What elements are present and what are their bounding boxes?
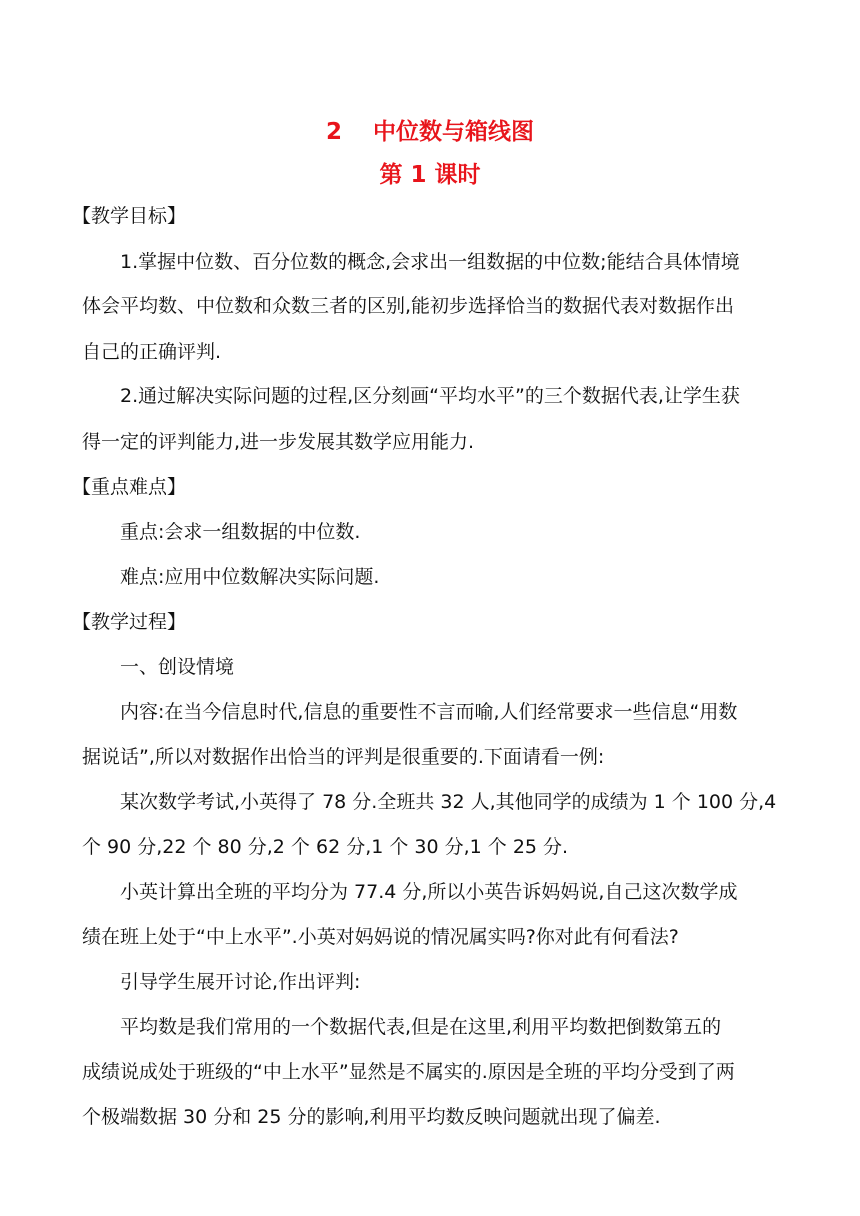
paragraph-line: 2.通过解决实际问题的过程,区分刻画“平均水平”的三个数据代表,让学生获 <box>120 385 740 407</box>
paragraph-line: 成绩说成处于班级的“中上水平”显然是不属实的.原因是全班的平均分受到了两 <box>82 1061 735 1083</box>
paragraph-line: 绩在班上处于“中上水平”.小英对妈妈说的情况属实吗?你对此有何看法? <box>82 926 679 948</box>
section-heading-process: 【教学过程】 <box>72 611 187 633</box>
paragraph-line: 个极端数据 30 分和 25 分的影响,利用平均数反映问题就出现了偏差. <box>82 1106 661 1128</box>
paragraph-line: 重点:会求一组数据的中位数. <box>120 521 361 543</box>
paragraph-line: 小英计算出全班的平均分为 77.4 分,所以小英告诉妈妈说,自己这次数学成 <box>120 881 738 903</box>
paragraph-line: 平均数是我们常用的一个数据代表,但是在这里,利用平均数把倒数第五的 <box>120 1016 722 1038</box>
paragraph-line: 引导学生展开讨论,作出评判: <box>120 971 361 993</box>
paragraph-line: 据说话”,所以对数据作出恰当的评判是很重要的.下面请看一例: <box>82 746 605 768</box>
paragraph-line: 得一定的评判能力,进一步发展其数学应用能力. <box>82 431 475 453</box>
paragraph-line: 内容:在当今信息时代,信息的重要性不言而喻,人们经常要求一些信息“用数 <box>120 701 738 723</box>
section-heading-goals: 【教学目标】 <box>72 205 187 227</box>
paragraph-line: 某次数学考试,小英得了 78 分.全班共 32 人,其他同学的成绩为 1 个 100 分,4 <box>120 791 777 813</box>
section-heading-key: 【重点难点】 <box>72 476 187 498</box>
paragraph-line: 个 90 分,22 个 80 分,2 个 62 分,1 个 30 分,1 个 25 分. <box>82 836 569 858</box>
subsection-heading: 一、创设情境 <box>120 656 235 678</box>
paragraph-line: 难点:应用中位数解决实际问题. <box>120 566 380 588</box>
paragraph-line: 自己的正确评判. <box>82 341 222 363</box>
paragraph-line: 体会平均数、中位数和众数三者的区别,能初步选择恰当的数据代表对数据作出 <box>82 295 735 317</box>
lesson-subtitle: 第 1 课时 <box>379 162 481 188</box>
paragraph-line: 1.掌握中位数、百分位数的概念,会求出一组数据的中位数;能结合具体情境 <box>120 251 740 273</box>
lesson-title: 2 中位数与箱线图 <box>325 119 534 145</box>
